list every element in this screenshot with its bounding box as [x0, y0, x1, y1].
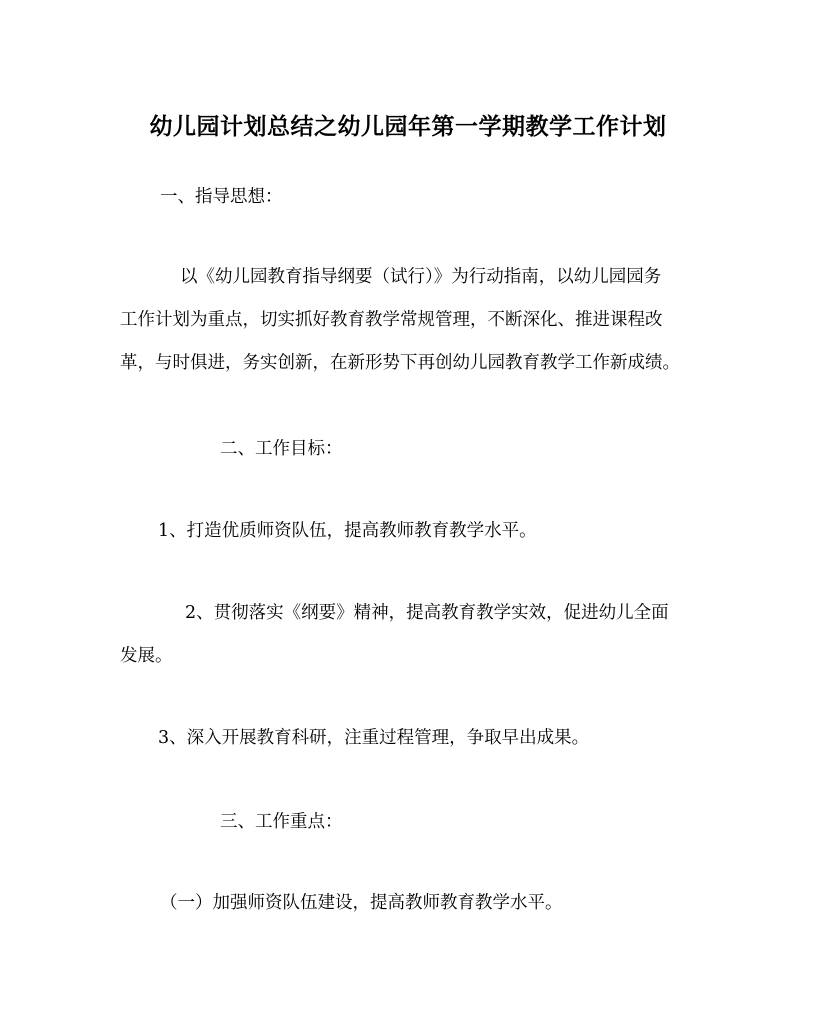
paragraph-line: 以《幼儿园教育指导纲要（试行）》为行动指南，以幼儿园园务: [180, 267, 662, 287]
paragraph-line: 革，与时俱进，务实创新，在新形势下再创幼儿园教育教学工作新成绩。: [120, 353, 680, 373]
focus-item: （一）加强师资队伍建设，提高教师教育教学水平。: [160, 893, 563, 913]
goal-item: 2、贯彻落实《纲要》精神，提高教育教学实效，促进幼儿全面: [185, 603, 669, 623]
goal-item: 1、打造优质师资队伍，提高教师教育教学水平。: [158, 521, 537, 541]
section-heading-work-goals: 二、工作目标：: [220, 439, 343, 459]
paragraph-line: 工作计划为重点，切实抓好教育教学常规管理，不断深化、推进课程改: [120, 310, 663, 330]
document-title: 幼儿园计划总结之幼儿园年第一学期教学工作计划: [149, 113, 667, 140]
goal-item: 3、深入开展教育科研，注重过程管理，争取早出成果。: [158, 728, 590, 748]
section-heading-guiding-thought: 一、指导思想：: [160, 187, 283, 207]
section-heading-work-focus: 三、工作重点：: [220, 812, 343, 832]
goal-item-continuation: 发展。: [120, 646, 173, 666]
